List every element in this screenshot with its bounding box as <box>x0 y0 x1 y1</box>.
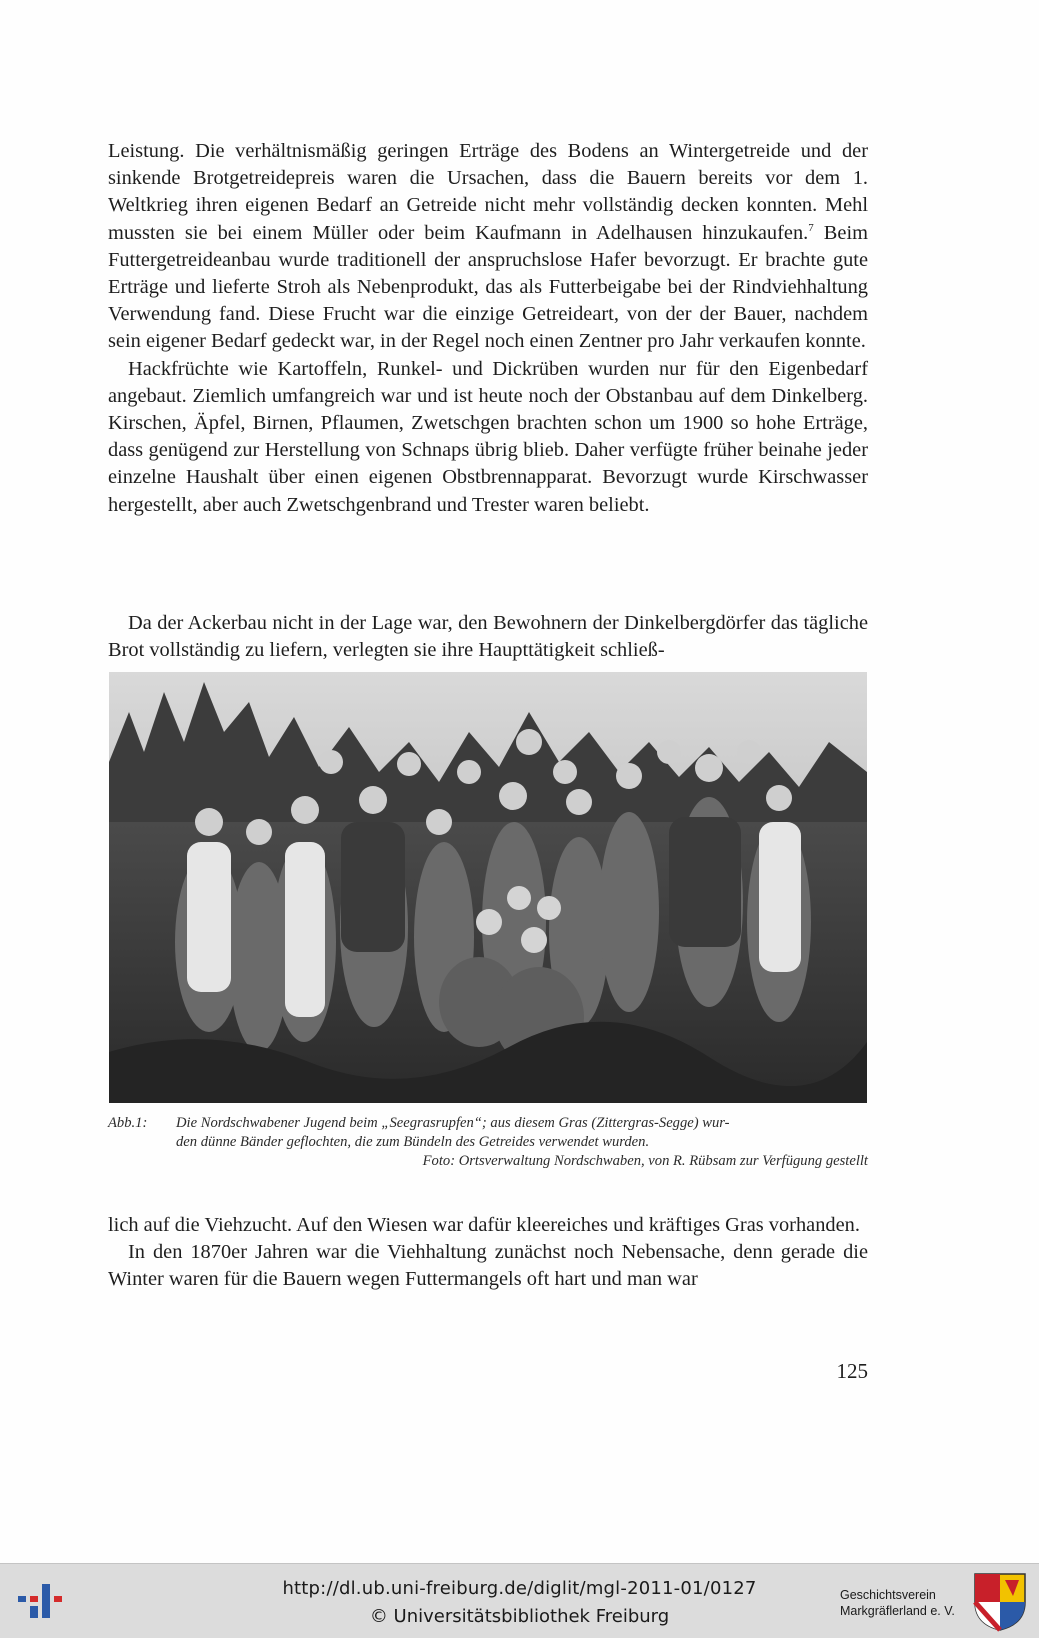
body-text-block-top <box>108 138 868 519</box>
paragraph-1: Leistung. Die verhältnismäßig geringen Erträge des Bodens an Wintergetreide und der sinkende Brotgetreidepreis waren die Ursachen, dass die Bauern bereits vor dem 1. Weltkrieg ihren eigenen Bedarf an Getreide nicht mehr vollständig decken konnten. Mehl mussten sie bei einem Müller oder beim Kaufmann in Adelhausen hinzukaufen.$^7$ Beim Futtergetreideanbau wurde traditionell der anspruchslose Hafer bevorzugt. Er brachte gute Erträge und lieferte Stroh als Nebenprodukt, das als Futterbeigabe bei der Rindviehhaltung Verwendung fand. Diese Frucht war die einzige Getreideart, von der der Bauer, nachdem sein eigener Bedarf gedeckt war, in der Regel noch einen Zentner pro Jahr verkaufen konnte. <box>108 140 868 353</box>
paragraph-2: Hackfrüchte wie Kartoffeln, Runkel- und Dickrüben wurden nur für den Eigenbedarf angebaut. Ziemlich umfangreich war und ist heute noch der Obstanbau auf dem Dinkelberg. Kirschen, Äpfel, Birnen, Pflaumen, Zwetschgen brachten schon um 1900 so hohe Erträge, dass genügend zur Herstellung von Schnaps übrig blieb. Daher verfügte früher beinahe jeder einzelne Haushalt über einen eigenen Obstbrennapparat. Bevorzugt wurde Kirschwasser hergestellt, aber auch Zwetschgenbrand und Trester waren beliebt. <box>108 357 868 516</box>
paragraph-4: lich auf die Viehzucht. Auf den Wiesen war dafür kleereiches und kräftiges Gras vorhanden. <box>108 1214 860 1236</box>
historical-group-photo <box>109 672 867 1103</box>
viewer-footer <box>0 1563 1039 1638</box>
photo-illustration <box>109 672 867 1103</box>
permalink-url[interactable]: http://dl.ub.uni-freiburg.de/diglit/mgl-2011-01/0127 <box>282 1578 757 1599</box>
copyright-notice: © Universitätsbibliothek Freiburg <box>369 1606 670 1627</box>
caption-line-1: Die Nordschwabener Jugend beim „Seegrasrupfen“; aus diesem Gras (Zittergras-Segge) wur- <box>176 1115 730 1131</box>
page-number: 125 <box>836 1359 868 1383</box>
coat-of-arms-icon[interactable] <box>973 1572 1027 1632</box>
society-name[interactable]: Geschichtsverein Markgräflerland e. V. <box>840 1588 955 1618</box>
caption-text <box>176 1114 868 1152</box>
caption-line-2: den dünne Bänder geflochten, die zum Bündeln des Getreides verwendet wurden. <box>176 1134 650 1150</box>
body-text-block-middle <box>108 610 868 664</box>
body-text-block-bottom <box>108 1212 868 1294</box>
paragraph-3: Da der Ackerbau nicht in der Lage war, den Bewohnern der Dinkelbergdörfer das tägliche Brot vollständig zu liefern, verlegten sie ihre Haupttätigkeit schließ- <box>108 612 868 662</box>
photo-credit: Foto: Ortsverwaltung Nordschwaben, von R. Rübsam zur Verfügung gestellt <box>422 1153 868 1169</box>
paragraph-5: In den 1870er Jahren war die Viehhaltung zunächst noch Nebensache, denn gerade die Winter waren für die Bauern wegen Futtermangels oft hart und man war <box>108 1241 868 1291</box>
footnote-ref[interactable]: 7 <box>808 221 814 234</box>
figure-label: Abb.1: <box>108 1115 148 1131</box>
